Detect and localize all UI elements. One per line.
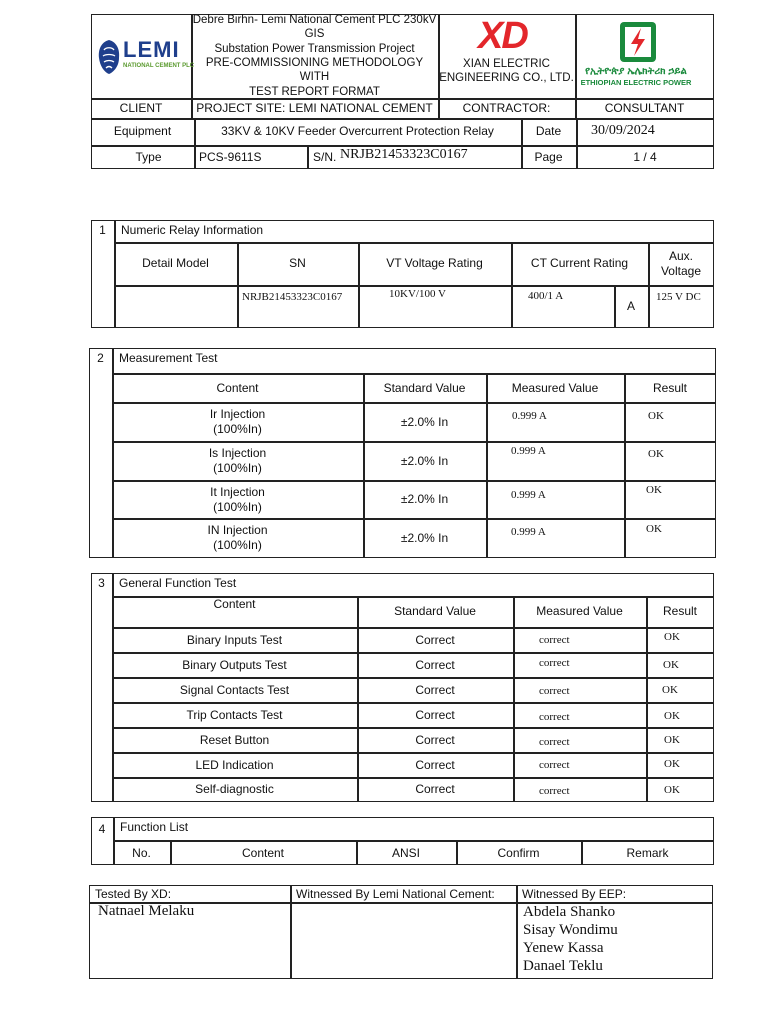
s2-col-standard: Standard Value	[383, 381, 466, 395]
type-label: Type	[135, 149, 162, 164]
section-1-number: 1	[99, 222, 106, 237]
contractor-name	[438, 55, 575, 87]
s2-col-result: Result	[652, 381, 687, 395]
result-value: OK	[664, 758, 680, 770]
standard-value: Correct	[415, 732, 455, 747]
standard-value: Correct	[415, 682, 455, 697]
measured-value: correct	[539, 736, 570, 748]
result-value: OK	[664, 710, 680, 722]
result-value: OK	[646, 523, 662, 535]
project-line-2: Substation Power Transmission Project	[214, 42, 415, 55]
contractor-label: CONTRACTOR:	[462, 100, 551, 115]
col-ct-rating: CT Current Rating	[530, 256, 629, 270]
witnessed-eep-label: Witnessed By EEP:	[522, 886, 627, 901]
result-value: OK	[646, 484, 662, 496]
lightning-bolt-icon	[618, 20, 658, 64]
function-test-content: Binary Inputs Test	[186, 632, 283, 647]
measurement-content-sub: (100%In)	[213, 422, 262, 436]
section-3-number: 3	[98, 575, 105, 590]
s4-col-remark: Remark	[626, 845, 669, 860]
xd-logo	[478, 16, 548, 56]
eep-witness-name: Danael Teklu	[523, 958, 603, 974]
contractor-name-line-2: ENGINEERING CO., LTD.	[439, 72, 574, 84]
measurement-content: Is Injection	[208, 446, 267, 460]
witnessed-lemi-label: Witnessed By Lemi National Cement:	[296, 886, 495, 901]
function-test-content: LED Indication	[195, 757, 274, 772]
col-aux-voltage: Aux. Voltage	[660, 248, 702, 278]
standard-value: ±2.0% In	[400, 453, 449, 468]
function-test-content: Self-diagnostic	[195, 782, 274, 796]
measured-value: 0.999 A	[511, 489, 546, 501]
eep-witness-name: Yenew Kassa	[523, 940, 604, 956]
lemi-logo	[96, 37, 195, 78]
lion-icon	[96, 38, 122, 76]
vt-rating-value: 10KV/100 V	[389, 288, 446, 300]
col-vt-rating: VT Voltage Rating	[386, 256, 483, 270]
project-site-label: PROJECT SITE: LEMI NATIONAL CEMENT	[196, 100, 433, 115]
tested-by-label: Tested By XD:	[95, 886, 172, 901]
eep-english-name: ETHIOPIAN ELECTRIC POWER	[580, 78, 692, 87]
ct-rating-value: 400/1 A	[528, 290, 564, 302]
eep-witness-name: Sisay Wondimu	[523, 922, 618, 938]
measured-value: correct	[539, 685, 570, 697]
measurement-content: Ir Injection	[209, 407, 266, 421]
page-label: Page	[534, 149, 563, 164]
standard-value: Correct	[415, 632, 455, 647]
col-detail-model: Detail Model	[142, 256, 209, 270]
result-value: OK	[664, 734, 680, 746]
client-label: CLIENT	[119, 100, 163, 115]
s4-col-content: Content	[241, 845, 285, 860]
xd-logo-text: XD	[478, 15, 527, 57]
s3-col-standard: Standard Value	[394, 604, 476, 618]
section-2-number: 2	[97, 350, 104, 365]
standard-value: Correct	[415, 782, 455, 796]
equipment-value: 33KV & 10KV Feeder Overcurrent Protection Relay	[221, 124, 494, 138]
s4-col-no: No.	[132, 845, 151, 860]
s3-col-content: Content	[213, 596, 256, 611]
function-test-content: Signal Contacts Test	[179, 682, 290, 697]
eep-logo	[576, 16, 714, 96]
s3-col-measured: Measured Value	[536, 604, 623, 618]
table-row	[112, 519, 363, 557]
date-label: Date	[535, 124, 562, 138]
relay-sn-value: NRJB21453323C0167	[242, 291, 343, 303]
section-3-title: General Function Test	[119, 575, 237, 590]
page-value: 1 / 4	[633, 149, 657, 164]
section-4-number: 4	[98, 821, 106, 836]
function-test-content: Reset Button	[199, 732, 270, 747]
section-2-title: Measurement Test	[119, 350, 218, 365]
measurement-content: It Injection	[210, 484, 265, 499]
result-value: OK	[648, 410, 664, 422]
ct-unit-value: A	[627, 299, 636, 313]
result-value: OK	[664, 631, 680, 643]
project-line-4: TEST REPORT FORMAT	[249, 85, 380, 98]
function-test-content: Trip Contacts Test	[186, 707, 283, 722]
measured-value: correct	[539, 657, 570, 669]
measured-value: 0.999 A	[511, 445, 546, 457]
result-value: OK	[662, 684, 678, 696]
lemi-logo-subtext: NATIONAL CEMENT PLC	[123, 63, 195, 69]
measured-value: 0.999 A	[512, 410, 547, 422]
eep-amharic-name: የኢትዮጵያ ኤሌክትሪክ ኃይል	[585, 66, 687, 77]
measured-value: correct	[539, 785, 570, 797]
type-value: PCS-9611S	[199, 149, 262, 164]
result-value: OK	[663, 659, 679, 671]
measurement-content-sub: (100%In)	[213, 461, 262, 475]
table-row	[112, 442, 363, 480]
contractor-name-line-1: XIAN ELECTRIC	[463, 57, 550, 70]
project-line-1: Debre Birhn- Lemi National Cement PLC 230kV GIS	[192, 13, 437, 41]
date-value: 30/09/2024	[591, 123, 655, 139]
measurement-content-sub: (100%In)	[213, 538, 262, 552]
standard-value: ±2.0% In	[400, 492, 449, 506]
measured-value: correct	[539, 711, 570, 723]
consultant-label: CONSULTANT	[604, 100, 685, 115]
standard-value: ±2.0% In	[400, 414, 449, 429]
lemi-logo-text: LEMI	[123, 37, 180, 62]
result-value: OK	[664, 784, 680, 796]
table-row	[112, 403, 363, 441]
standard-value: Correct	[415, 657, 455, 672]
measurement-content: IN Injection	[207, 523, 268, 537]
standard-value: Correct	[415, 757, 455, 772]
measured-value: correct	[539, 759, 570, 771]
project-title	[191, 13, 438, 98]
section-4-title: Function List	[120, 819, 189, 834]
s4-col-ansi: ANSI	[391, 845, 420, 860]
s4-col-confirm: Confirm	[497, 845, 540, 860]
aux-voltage-value: 125 V DC	[656, 291, 701, 303]
project-line-3: PRE-COMMISSIONING METHODOLOGY WITH	[205, 57, 424, 84]
measured-value: correct	[539, 634, 570, 646]
table-row	[112, 481, 363, 518]
measurement-content-sub: (100%In)	[213, 499, 262, 514]
tested-by-name: Natnael Melaku	[98, 903, 195, 919]
result-value: OK	[648, 448, 664, 460]
sn-label: S/N.	[313, 149, 337, 164]
s2-col-content: Content	[216, 381, 259, 395]
eep-witness-name: Abdela Shanko	[523, 904, 616, 920]
s2-col-measured: Measured Value	[511, 381, 599, 395]
function-test-content: Binary Outputs Test	[182, 657, 287, 672]
col-sn: SN	[289, 256, 306, 270]
section-1-title: Numeric Relay Information	[121, 222, 264, 237]
standard-value: Correct	[415, 707, 455, 722]
s3-col-result: Result	[662, 604, 697, 618]
standard-value: ±2.0% In	[400, 530, 449, 545]
measured-value: 0.999 A	[511, 526, 546, 538]
equipment-label: Equipment	[113, 124, 172, 138]
sn-value: NRJB21453323C0167	[340, 146, 468, 162]
